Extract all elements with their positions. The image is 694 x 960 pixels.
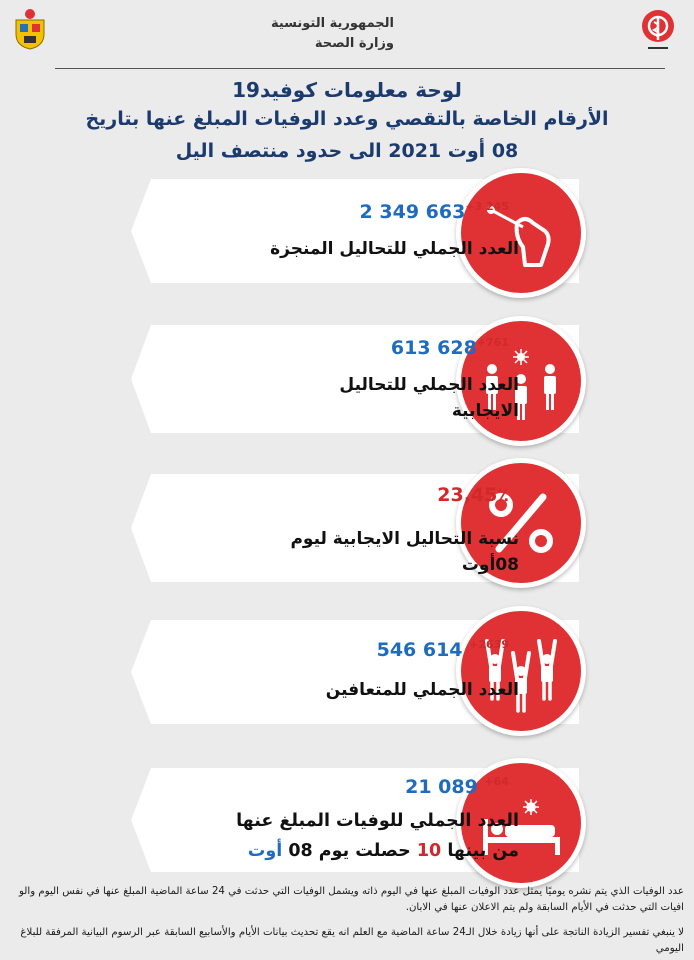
positive-tests-delta: +761 xyxy=(476,336,509,349)
ministry-logo-icon xyxy=(640,8,676,52)
positivity-rate-value: 23,45٪ xyxy=(437,484,509,506)
positivity-rate-month: أوت xyxy=(461,555,496,575)
swab-icon xyxy=(456,168,586,298)
recovered-people-icon xyxy=(456,606,586,736)
positivity-rate-label xyxy=(290,526,519,578)
deaths-number: 21 089 xyxy=(405,776,478,798)
positive-tests-label xyxy=(339,372,519,424)
positivity-rate-label-line2 xyxy=(290,552,519,578)
recovered-number: 546 614 xyxy=(376,639,463,661)
positivity-rate-label-line1: نسبة التحاليل الايجابية ليوم xyxy=(290,529,519,549)
deaths-label-among: من بينها xyxy=(447,841,519,861)
recovered-delta: +2639 xyxy=(469,638,509,651)
total-tests-delta: +3 245 xyxy=(465,200,509,213)
header xyxy=(0,0,694,70)
ministry-label: وزارة الصحة xyxy=(314,36,394,51)
header-divider xyxy=(55,68,665,69)
deaths-value xyxy=(405,775,509,798)
positive-tests-label-line1: العدد الجملي للتحاليل xyxy=(339,375,519,395)
deaths-label-line1: العدد الجملي للوفيات المبلغ عنها xyxy=(236,811,519,831)
positive-tests-value xyxy=(391,336,509,359)
deaths-today-count: 10 xyxy=(416,841,442,861)
footer-note-2: لا ينبغي تفسير الزيادة الناتجة على أنها زيادة خلال الـ24 ساعة الماضية مع العلم انه يقع تحديث بيانات الأيام والأسابيع السابقة عبر الرسوم البيانية المرفقة للبلاغ اليومي xyxy=(20,927,684,954)
positive-tests-number: 613 628 xyxy=(390,337,477,359)
deaths-delta: +64 xyxy=(484,775,509,788)
dashboard-date: 08 أوت 2021 الى حدود منتصف اليل xyxy=(175,140,519,162)
recovered-value xyxy=(377,638,509,661)
dashboard-subtitle: الأرقام الخاصة بالتقصي وعدد الوفيات المبلغ عنها بتاريخ xyxy=(85,108,609,130)
positivity-rate-day: 08 xyxy=(495,555,519,575)
dashboard-title: لوحة معلومات كوفيد19 xyxy=(232,78,462,102)
total-tests-value xyxy=(360,200,509,223)
deaths-label xyxy=(236,806,519,866)
deaths-label-line2 xyxy=(236,836,519,866)
republic-label: الجمهورية التونسية xyxy=(270,16,394,31)
footer-note-1: عدد الوفيات الذي يتم نشره يوميًا يمثل عدد الوفيات المبلغ عنها في اليوم ذاته ويشمل الوفيات التي حدثت في 24 ساعة الماضية المبلغ عنها في نفس اليوم والو افيات التي حدثت في الأيام السابقة ولم يتم الاعلان عنها في الابان. xyxy=(19,886,684,913)
deaths-label-month: أوت xyxy=(247,841,283,861)
positive-tests-label-line2: الايجابية xyxy=(451,401,519,421)
tunisia-emblem-icon xyxy=(12,8,48,50)
deaths-label-occurred: حصلت يوم 08 xyxy=(288,841,411,861)
total-tests-number: 2 349 663 xyxy=(359,201,466,223)
total-tests-label: العدد الجملي للتحاليل المنجزة xyxy=(270,239,519,259)
recovered-label: العدد الجملي للمتعافين xyxy=(325,680,519,700)
ministry-name xyxy=(271,14,394,54)
